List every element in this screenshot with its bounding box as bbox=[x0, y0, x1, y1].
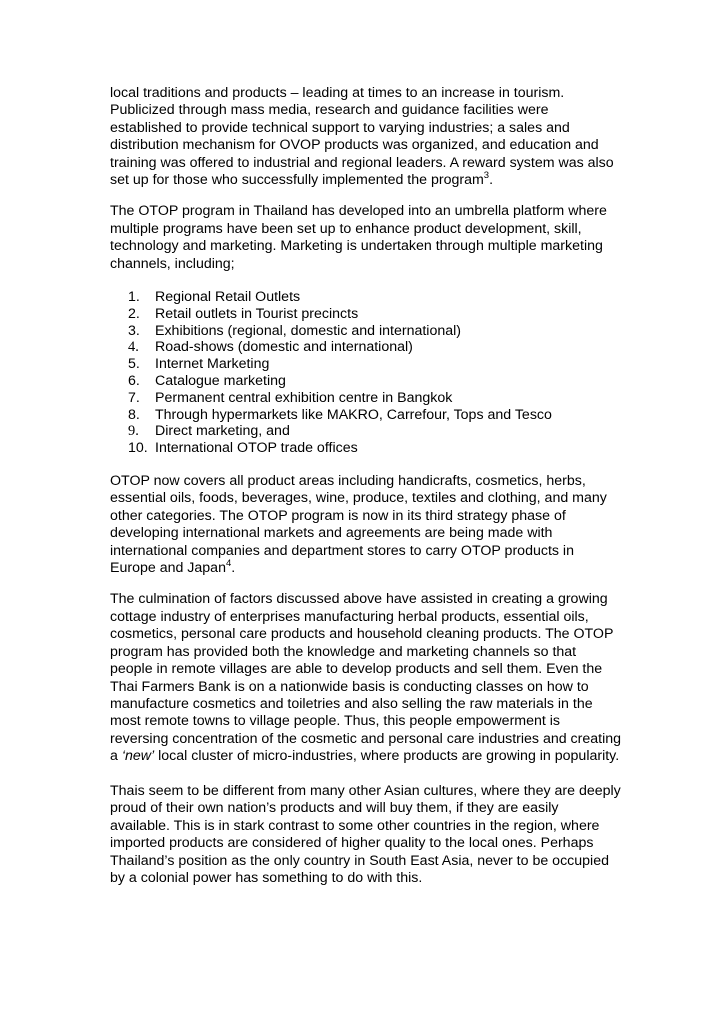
list-number: 2. bbox=[128, 305, 140, 322]
emphasis-new: ‘new’ bbox=[121, 748, 155, 765]
paragraph-thai-pride bbox=[110, 783, 622, 887]
list-number: 5. bbox=[128, 356, 140, 373]
list-item-label: Regional Retail Outlets bbox=[155, 289, 301, 306]
list-item-label: Through hypermarkets like MAKRO, Carrefour, Tops and Tesco bbox=[155, 406, 552, 423]
marketing-channels-list bbox=[110, 289, 622, 457]
list-item bbox=[110, 373, 622, 390]
paragraph-text-continued: local cluster of micro-industries, where products are growing in popularity. bbox=[154, 748, 620, 765]
paragraph-text: The culmination of factors discussed above have assisted in creating a growing cottage industry of enterprises manufacturing herbal products, essential oils, cosmetics, personal care products and household cleaning products. The OTOP program has provided both the knowledge and marketing channels so that people in remote villages are able to develop products and sell them. Even the Thai Farmers Bank is on a nationwide basis is conducting classes on how to manufacture cosmetics and toiletries and also selling the raw materials in the most remote towns to village people. Thus, this people empowerment is reversing concentration of the cosmetic and personal care industries and creating a bbox=[110, 591, 622, 765]
list-number: 4. bbox=[128, 339, 139, 356]
paragraph-cottage-industry bbox=[110, 591, 622, 765]
paragraph-text: OTOP now covers all product areas including handicrafts, cosmetics, herbs, essential oils, foods, beverages, wine, produce, textiles and clothing, and many other categories. The OTOP program is now in its third strategy phase of developing international markets and agreements are being made with international companies and department stores to carry OTOP products in Europe and Japan bbox=[110, 473, 607, 577]
list-item-label: Exhibitions (regional, domestic and international) bbox=[155, 322, 461, 339]
list-item-label: International OTOP trade offices bbox=[155, 440, 358, 457]
paragraph-ovop-support bbox=[110, 85, 622, 189]
paragraph-text: local traditions and products – leading at times to an increase in tourism. Publicized through mass media, research and guidance facilities were established to provide technical support to varying industries; a sales and distribution mechanism for OVOP products was organized, and education and training was offered to industrial and regional leaders. A reward system was also set up for those who successfully implemented the program bbox=[110, 85, 614, 189]
paragraph-text: Thais seem to be different from many other Asian cultures, where they are deeply proud of their own nation’s products and will buy them, if they are easily available. This is in stark contrast to some other countries in the region, where imported products are considered of higher quality to the local ones. Perhaps Thailand’s position as the only country in South East Asia, never to be occupied by a colonial power has something to do with this. bbox=[110, 782, 621, 886]
list-item-label: Internet Marketing bbox=[155, 356, 270, 373]
list-item bbox=[110, 407, 622, 424]
paragraph-otop-platform bbox=[110, 203, 622, 273]
list-item-label: Road-shows (domestic and international) bbox=[155, 339, 413, 356]
list-number: 6. bbox=[128, 373, 140, 390]
paragraph-otop-coverage bbox=[110, 473, 622, 577]
list-number: 8. bbox=[128, 406, 140, 423]
list-number: 9. bbox=[128, 423, 139, 440]
list-item bbox=[110, 289, 622, 306]
footnote-ref-4: 4 bbox=[225, 558, 232, 570]
paragraph-end: . bbox=[231, 560, 236, 577]
list-number: 1. bbox=[128, 289, 140, 306]
list-number: 10. bbox=[128, 440, 148, 457]
list-item bbox=[110, 440, 622, 457]
list-item bbox=[110, 339, 622, 356]
list-item bbox=[110, 306, 622, 323]
list-item bbox=[110, 323, 622, 340]
list-number: 7. bbox=[128, 389, 140, 406]
paragraph-end: . bbox=[489, 172, 494, 189]
list-item-label: Retail outlets in Tourist precincts bbox=[155, 305, 359, 322]
footnote-ref-3: 3 bbox=[483, 170, 490, 182]
list-item bbox=[110, 423, 622, 440]
list-item-label: Permanent central exhibition centre in Bangkok bbox=[155, 389, 453, 406]
list-item bbox=[110, 356, 622, 373]
list-number: 3. bbox=[128, 322, 140, 339]
list-item-label: Catalogue marketing bbox=[155, 373, 286, 390]
list-item-label: Direct marketing, and bbox=[155, 423, 290, 440]
document-page bbox=[110, 85, 622, 905]
list-item bbox=[110, 390, 622, 407]
paragraph-text: The OTOP program in Thailand has developed into an umbrella platform where multiple programs have been set up to enhance product development, skill, technology and marketing. Marketing is undertaken through multiple marketing channels, including; bbox=[110, 203, 607, 272]
